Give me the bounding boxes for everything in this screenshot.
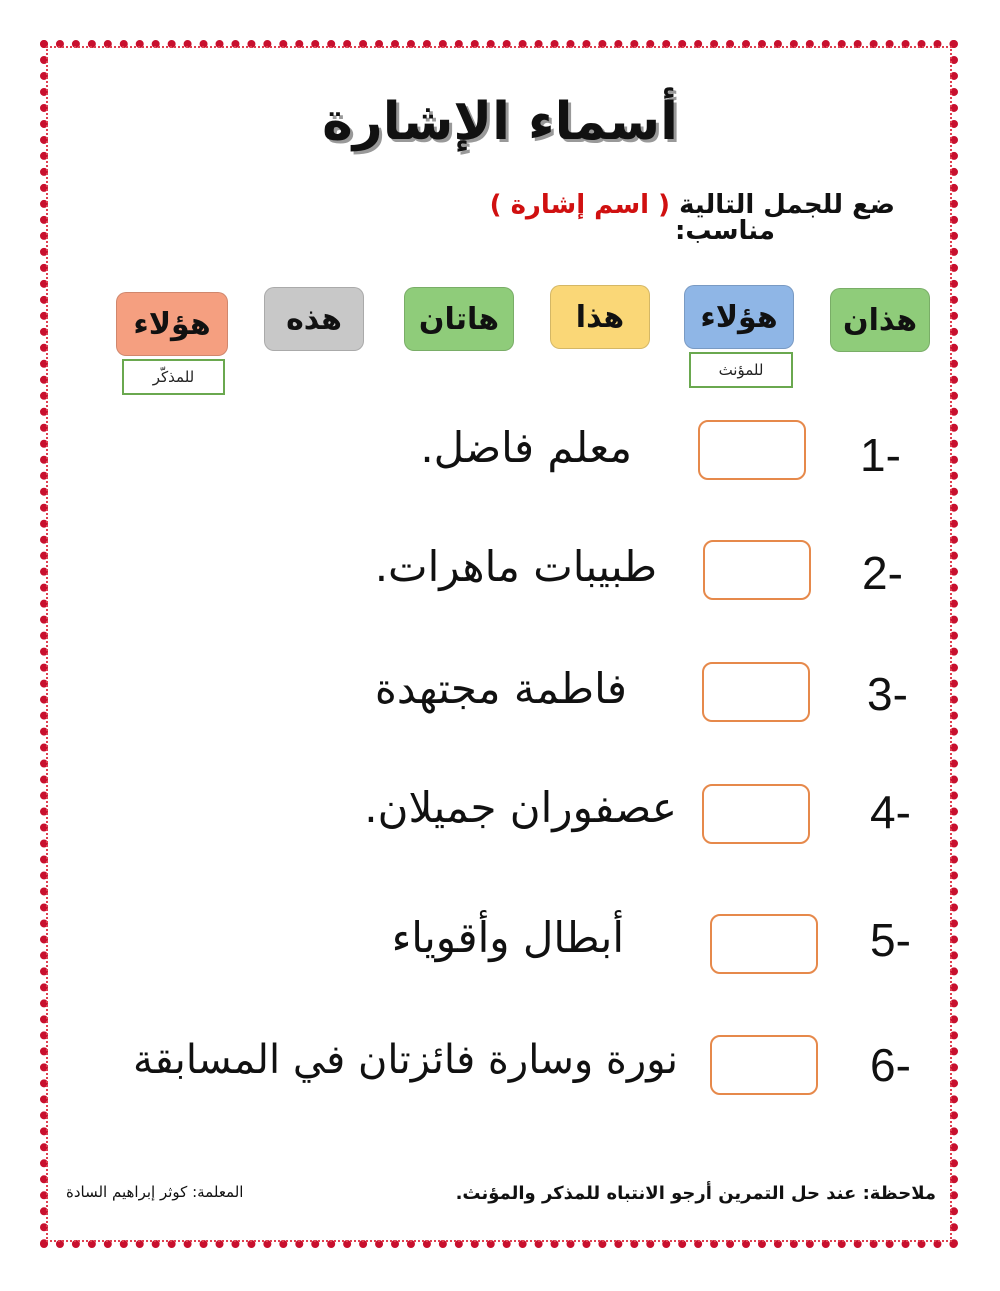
exercise-number: 3- xyxy=(867,668,908,720)
word-bank-item[interactable]: هؤلاء xyxy=(684,285,794,349)
footer-note: ملاحظة: عند حل التمرين أرجو الانتباه للمذكر والمؤنث. xyxy=(455,1183,936,1204)
exercise-sentence: طبيبات ماهرات. xyxy=(374,542,657,591)
answer-box[interactable] xyxy=(698,420,806,480)
exercise-sentence: معلم فاضل. xyxy=(420,423,632,472)
answer-box[interactable] xyxy=(702,662,810,722)
word-bank-item[interactable]: هاتان xyxy=(404,287,514,351)
worksheet-title: أسماء الإشارة xyxy=(322,92,678,152)
instruction-text: ضع للجمل التالية xyxy=(679,190,895,220)
word-bank-item[interactable]: هذه xyxy=(264,287,364,351)
instruction-close-paren: ) xyxy=(489,190,502,220)
exercise-sentence: عصفوران جميلان. xyxy=(364,783,677,832)
instruction xyxy=(490,190,895,246)
exercise-sentence: أبطال وأقوياء xyxy=(391,913,624,962)
answer-box[interactable] xyxy=(702,784,810,844)
feminine-tag: للمؤنث xyxy=(689,352,793,388)
answer-box[interactable] xyxy=(703,540,811,600)
teacher-name: المعلمة: كوثر إبراهيم السادة xyxy=(66,1183,244,1201)
answer-box[interactable] xyxy=(710,914,818,974)
exercise-sentence: فاطمة مجتهدة xyxy=(374,664,627,713)
masculine-tag: للمذكّر xyxy=(122,359,225,395)
exercise-number: 5- xyxy=(870,914,911,966)
exercise-number: 1- xyxy=(860,429,901,481)
word-bank-item[interactable]: هؤلاء xyxy=(116,292,228,356)
word-bank-item[interactable]: هذا xyxy=(550,285,650,349)
word-bank-item[interactable]: هذان xyxy=(830,288,930,352)
exercise-number: 6- xyxy=(870,1039,911,1091)
exercise-number: 2- xyxy=(862,547,903,599)
exercise-number: 4- xyxy=(870,786,911,838)
instruction-highlight: اسم إشارة xyxy=(510,190,650,220)
instruction-open-paren: ( xyxy=(658,190,670,220)
exercise-sentence: نورة وسارة فائزتان في المسابقة xyxy=(133,1037,678,1083)
instruction-text-end: مناسب: xyxy=(675,216,775,246)
answer-box[interactable] xyxy=(710,1035,818,1095)
